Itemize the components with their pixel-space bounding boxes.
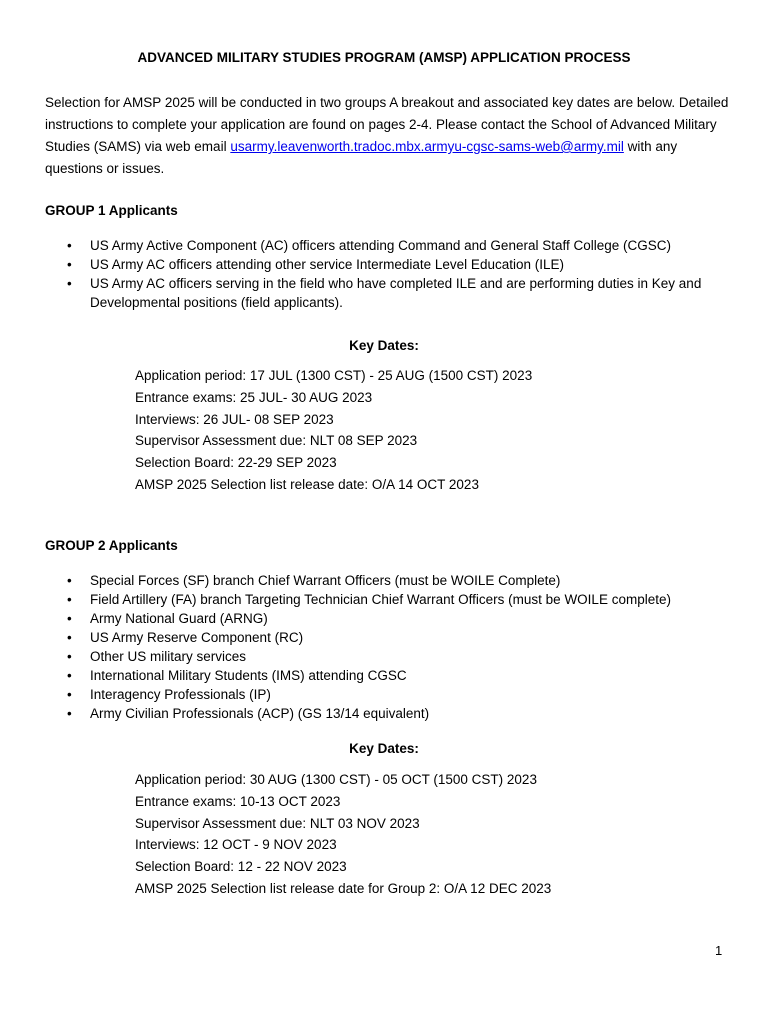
date-line: AMSP 2025 Selection list release date: O/A 14 OCT 2023: [135, 476, 479, 492]
group2-bullet-list: [45, 571, 725, 723]
bullet-icon: •: [67, 238, 72, 253]
list-item: • Field Artillery (FA) branch Targeting Technician Chief Warrant Officers (must be WOILE complete): [67, 592, 671, 607]
group2-heading: GROUP 2 Applicants: [45, 538, 178, 553]
bullet-icon: •: [67, 592, 72, 607]
bullet-icon: •: [67, 611, 72, 626]
date-line: Supervisor Assessment due: NLT 08 SEP 2023: [135, 433, 418, 449]
bullet-icon: •: [67, 668, 72, 683]
date-line: Interviews: 12 OCT - 9 NOV 2023: [135, 837, 337, 853]
date-line: Selection Board: 12 - 22 NOV 2023: [135, 859, 347, 875]
page-title: ADVANCED MILITARY STUDIES PROGRAM (AMSP) APPLICATION PROCESS: [137, 50, 631, 65]
list-item: • US Army Reserve Component (RC): [67, 630, 304, 645]
group1-heading: GROUP 1 Applicants: [45, 203, 178, 218]
bullet-icon: •: [67, 706, 72, 721]
date-line: Supervisor Assessment due: NLT 03 NOV 2023: [135, 815, 420, 831]
list-item: • US Army Active Component (AC) officers attending Command and General Staff College (CGSC): [67, 238, 672, 253]
bullet-icon: •: [67, 276, 72, 291]
list-item: • Other US military services: [67, 649, 247, 664]
intro-text: Selection for AMSP 2025 will be conducted in two groups A breakout and associated key dates are below. Detailed instructions to complete your application are found on pages 2-4. Please contact the School of Advanced Military Studies (SAMS) via web email: [45, 95, 729, 154]
bullet-icon: •: [67, 257, 72, 272]
list-item: • Special Forces (SF) branch Chief Warrant Officers (must be WOILE Complete): [67, 573, 561, 588]
group2-key-dates-title: Key Dates:: [349, 741, 419, 756]
list-item: • Army Civilian Professionals (ACP) (GS 13/14 equivalent): [67, 706, 430, 721]
bullet-icon: •: [67, 649, 72, 664]
bullet-icon: •: [67, 687, 72, 702]
date-line: Entrance exams: 10-13 OCT 2023: [135, 793, 341, 809]
date-line: Application period: 17 JUL (1300 CST) - 25 AUG (1500 CST) 2023: [135, 368, 533, 383]
list-item: • US Army AC officers attending other service Intermediate Level Education (ILE): [67, 257, 564, 272]
date-line: Selection Board: 22-29 SEP 2023: [135, 455, 337, 471]
group2-key-dates: [135, 769, 735, 900]
list-item: • US Army AC officers serving in the field who have completed ILE and are performing duties in Key and Developmental positions (field applicants).: [67, 276, 702, 310]
page-number: 1: [715, 943, 723, 958]
list-item: • Interagency Professionals (IP): [67, 687, 271, 702]
date-line: Entrance exams: 25 JUL- 30 AUG 2023: [135, 389, 373, 405]
date-line: Interviews: 26 JUL- 08 SEP 2023: [135, 411, 334, 427]
group1-key-dates: [135, 365, 735, 496]
intro-text-end: with any questions or issues.: [45, 139, 678, 176]
bullet-icon: •: [67, 630, 72, 645]
date-line: Application period: 30 AUG (1300 CST) - 05 OCT (1500 CST) 2023: [135, 772, 537, 787]
bullet-icon: •: [67, 573, 72, 588]
group1-bullet-list: [45, 236, 725, 312]
sams-email-link[interactable]: usarmy.leavenworth.tradoc.mbx.armyu-cgsc-sams-web@army.mil: [230, 139, 624, 154]
group1-key-dates-title: Key Dates:: [349, 338, 419, 353]
intro-paragraph: [45, 92, 735, 180]
list-item: • Army National Guard (ARNG): [67, 611, 268, 626]
list-item: • International Military Students (IMS) attending CGSC: [67, 668, 407, 683]
date-line: AMSP 2025 Selection list release date for Group 2: O/A 12 DEC 2023: [135, 880, 552, 896]
